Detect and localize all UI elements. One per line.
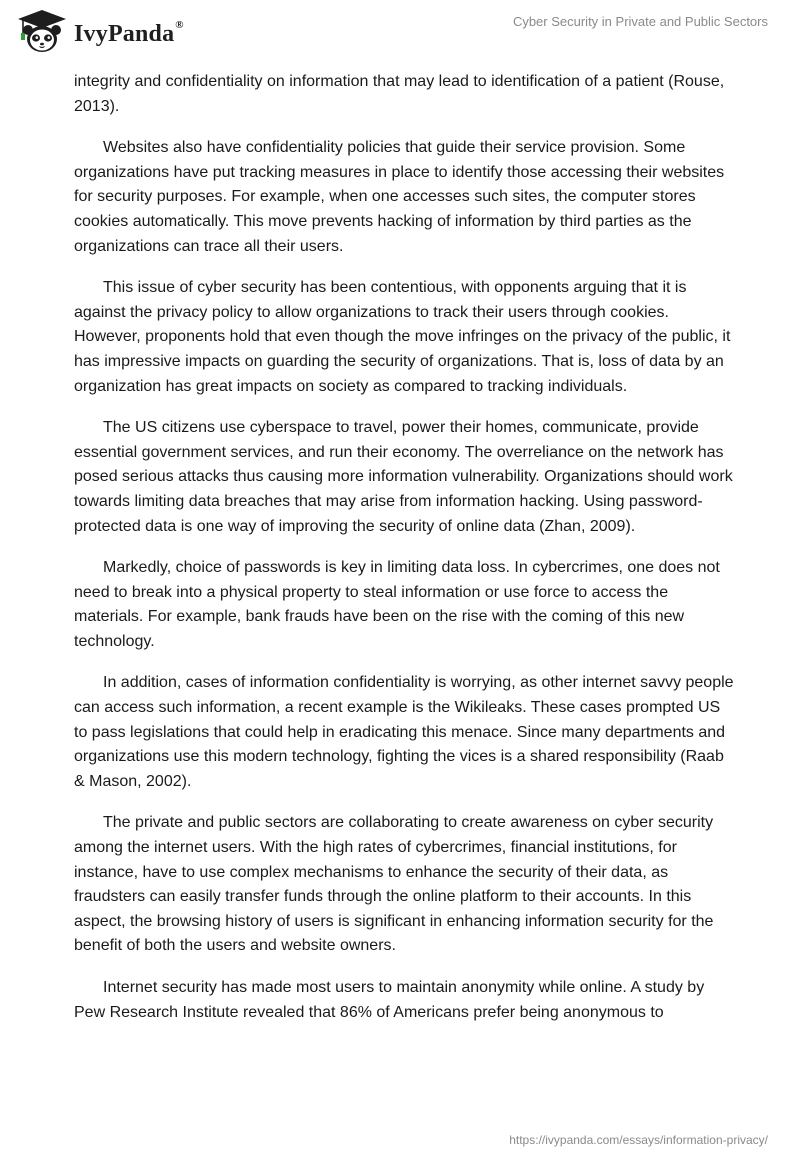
paragraph: In addition, cases of information confidentiality is worrying, as other internet savvy people can access such information, a recent example is the Wikileaks. These cases prompted US to pass legislations that could help in eradicating this menace. Since many departments and organizations use this modern technology, fighting the vices is a shared responsibility (Raab & Mason, 2002). [74, 674, 734, 790]
page-header [0, 0, 800, 64]
document-title: Cyber Security in Private and Public Sectors [512, 14, 768, 29]
ivypanda-logo[interactable] [14, 8, 184, 56]
paragraph: The US citizens use cyberspace to travel, power their homes, communicate, provide essential government services, and run their economy. The overreliance on the network has posed serious attacks thus causing more information vulnerability. Organizations should work towards limiting data breaches that may arise from information hacking. Using password-protected data is one way of improving the security of online data (Zhan, 2009). [74, 419, 733, 535]
paragraph: Markedly, choice of passwords is key in limiting data loss. In cybercrimes, one does not need to break into a physical property to steal information or use force to access the materials. For example, bank frauds have been on the rise with the coming of this new technology. [74, 559, 720, 650]
paragraph: Internet security has made most users to maintain anonymity while online. A study by Pew Research Institute revealed that 86% of Americans prefer being anonymous to [74, 979, 705, 1021]
paragraph: integrity and confidentiality on information that may lead to identification of a patient (Rouse, 2013). [74, 73, 725, 115]
paragraph: Websites also have confidentiality policies that guide their service provision. Some organizations have put tracking measures in place to identify those accessing their websites for security purposes. For example, when one accesses such sites, the computer stores cookies automatically. This move prevents hacking of information by third parties as the organizations can trace all their users. [74, 139, 725, 255]
brand-name: IvyPanda® [74, 18, 184, 47]
panda-graduate-icon [14, 8, 70, 56]
paragraph: This issue of cyber security has been contentious, with opponents arguing that it is against the privacy policy to allow organizations to track their users through cookies. However, proponents hold that even though the move infringes on the privacy of the public, it has impressive impacts on guarding the security of organizations. That is, loss of data by an organization has great impacts on society as compared to tracking individuals. [74, 279, 731, 395]
essay-body [74, 70, 734, 1042]
source-url[interactable]: https://ivypanda.com/essays/information-privacy/ [509, 1133, 768, 1147]
paragraph: The private and public sectors are collaborating to create awareness on cyber security among the internet users. With the high rates of cybercrimes, financial institutions, for instance, have to use complex mechanisms to enhance the security of their data, as fraudsters can easily transfer funds through the online platform to their accounts. In this aspect, the browsing history of users is significant in enhancing information security for the benefit of both the users and website owners. [74, 814, 714, 955]
